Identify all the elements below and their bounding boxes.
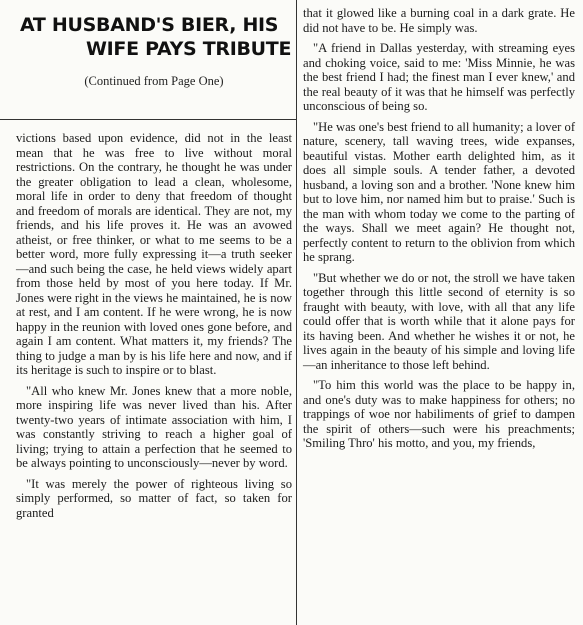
continued-top-rule [0,119,296,120]
continued-note: (Continued from Page One) [84,74,224,88]
headline-line-2: WIFE PAYS TRIBUTE [86,38,292,60]
right-paragraph-1: that it glowed like a burning coal in a dark grate. He did not have to be. He simply was. [303,6,575,35]
column-divider [296,0,297,625]
right-paragraph-2: "A friend in Dallas yesterday, with streaming eyes and choking voice, said to me: 'Miss Minnie, he was the best friend I had; the finest man I ever knew,' and the real beauty of it was that he himself was perfectly unconscious of being so. [303,41,575,113]
left-paragraph-3: "It was merely the power of righteous living so simply performed, so matter of fact, so taken for granted [16,476,292,520]
right-column [303,6,575,457]
left-column [16,6,292,89]
left-paragraph-1: victions based upon evidence, did not in the least mean that he was free to live without moral restrictions. On the contrary, he thought he was under the greater obligation to lead a clean, wholesome, moral life in order to deny that freedom of thought and freedom of morals are identical. They are not, my friends, and his life proves it. He was an avowed atheist, or free thinker, or what to me seems to be a better word, more fully expressing it—a truth seeker—and such being the case, he held views widely apart from those held by most of you here today. If Mr. Jones were right in the views he maintained, he is now at rest, and I am content. If he were wrong, he is now happy in the reunion with loved ones gone before, and again I am content. What matters it, my friends? The thing to judge a man by is his life here and now, and if its heritage is such to inspire or to blast. [16,131,292,377]
left-body [16,131,292,526]
right-paragraph-3: "He was one's best friend to all humanity; a lover of nature, scenery, tall waving trees, wide expanses, beautiful vistas. Mother earth delighted him, as it does all simple souls. A tender father, a devoted husband, a loving son and a brother. 'None knew him but to love him, nor named him but to praise.' Such is the man with whom today we come to the parting of the ways. Shall we meet again? He thought not, perfectly content to return to the oblivion from which he sprang. [303,119,576,264]
right-paragraph-4: "But whether we do or not, the stroll we have taken together through this little second of eternity is so fraught with beauty, with love, with all that any life could offer that is worth while that it alone pays for its having been. And whether he wishes it or not, he lives again in the beauty of his simple and loving life—an inheritance to those left behind. [303,270,575,372]
left-paragraph-2: "All who knew Mr. Jones knew that a more noble, more inspiring life was never lived than his. After twenty-two years of intimate association with him, I was constantly striving to reach a higher goal of living; trying to attain a perfection that he seemed to be always pointing to unconsciously—never by word. [16,383,292,470]
right-paragraph-5: "To him this world was the place to be happy in, and one's duty was to make happiness for others; no trappings of woe nor habiliments of grief to dampen the spirit of others—such were his preachments; 'Smiling Thro' his motto, and you, my friends, [303,378,575,450]
headline-line-1: AT HUSBAND'S BIER, HIS [20,14,279,36]
